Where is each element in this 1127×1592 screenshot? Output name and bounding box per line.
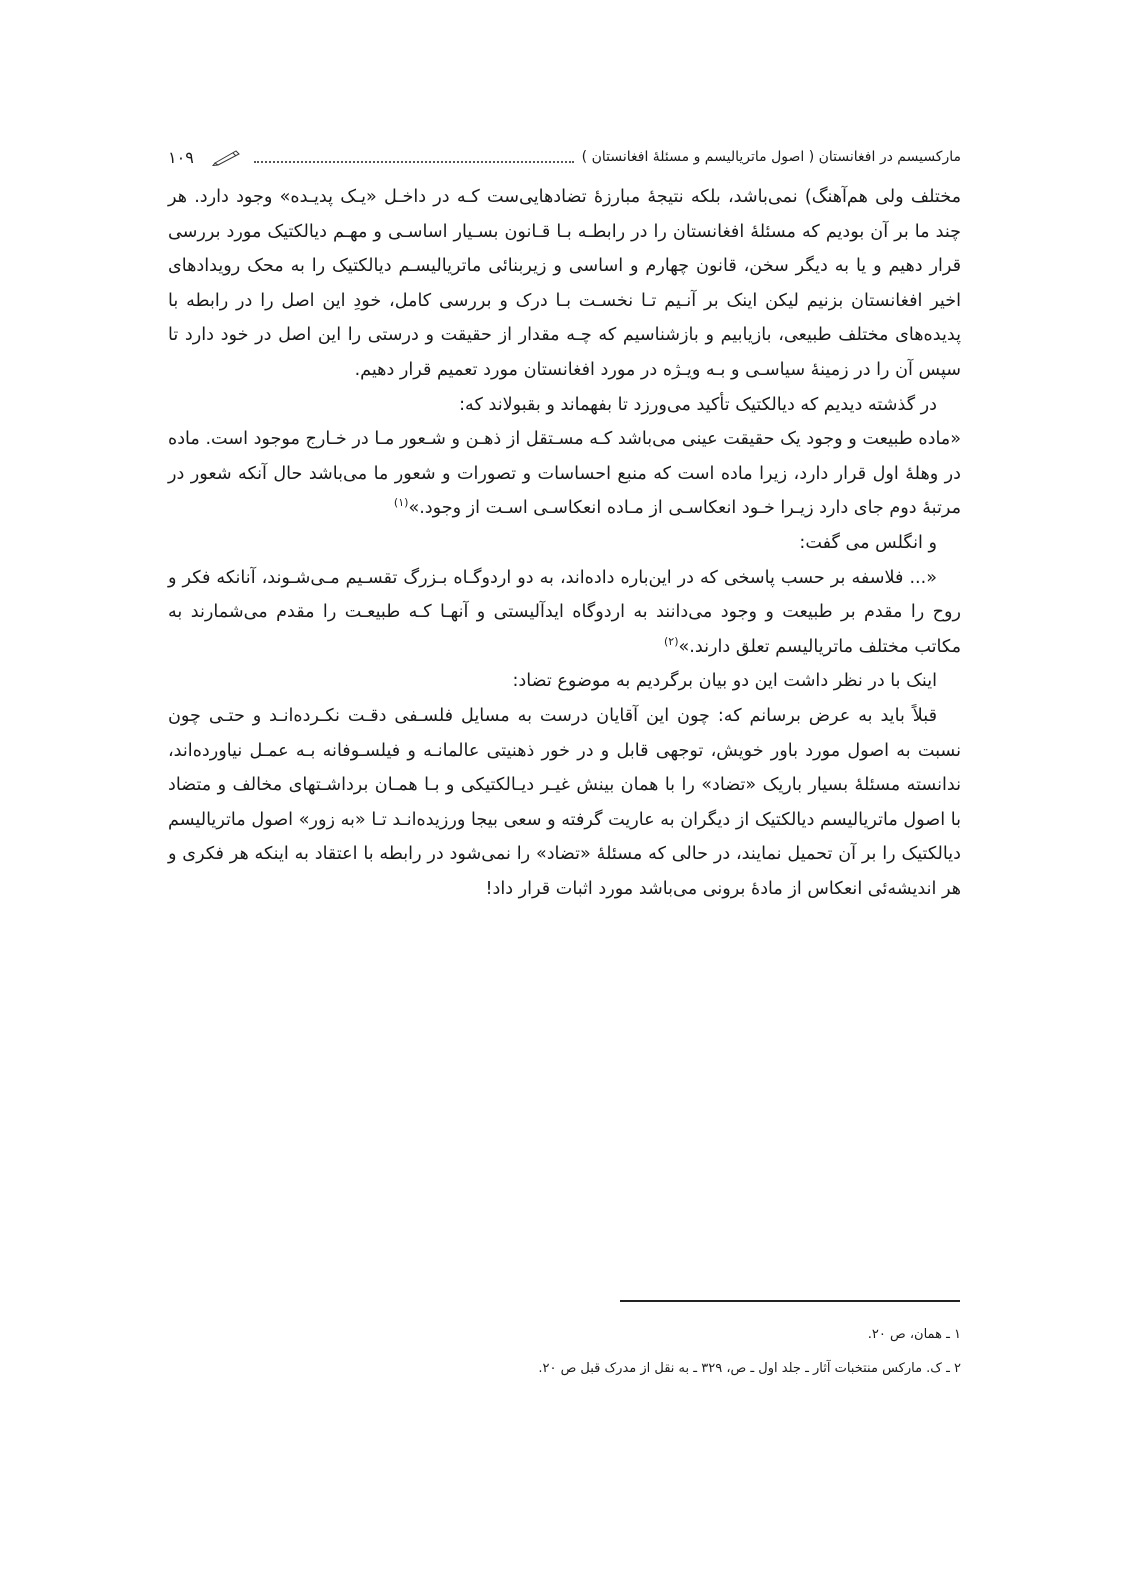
quotation-text: «ماده طبیعت و وجود یک حقیقت عینی می‌باشد کـه مسـتقل از ذهـن و شـعور مـا در خـارج موجود است. ماده در وهلۀ اول قرار دارد، زیرا ماده است که منبع احساسات و تصورات و شعور ما می‌باشد حال آنکه شعور در مرتبۀ دوم جای دارد زیـرا خـود انعکاسـی از مـاده انعکاسـی اسـت از وجود.» xyxy=(168,429,961,519)
running-header xyxy=(168,142,961,172)
quotation-engels xyxy=(168,561,961,665)
header-dot-leader xyxy=(254,151,574,163)
paragraph: در گذشته دیدیم که دیالکتیک تأکید می‌ورزد تا بفهماند و بقبولاند که: xyxy=(459,394,937,415)
footnotes xyxy=(168,1318,961,1386)
quotation-marx xyxy=(168,422,961,526)
page-number: ۱۰۹ xyxy=(168,147,194,167)
paragraph: اینک با در نظر داشت این دو بیان برگردیم به موضوع تضاد: xyxy=(512,671,937,692)
quotation-text: «... فلاسفه بر حسب پاسخی که در این‌باره داده‌اند، به دو اردوگـاه بـزرگ تقسـیم مـی‌شـوند، آنانکه فکر و روح را مقدم بر طبیعت و وجود می‌دانند به اردوگاه ایدآلیستی و آنهـا کـه طبیعـت را مقدم می‌شمارند به مکاتب مختلف ماتریالیسم تعلق دارند.» xyxy=(168,567,961,657)
footnote-marker: (۱) xyxy=(393,496,409,510)
footnote-marker: (۲) xyxy=(664,634,679,648)
footnote-divider xyxy=(620,1300,960,1302)
paragraph: قبلاً باید به عرض برسانم که: چون این آقایان درست به مسایل فلسـفی دقـت نکـرده‌انـد و حتـی چون نسبت به اصول مورد باور خویش، توجهی قابل و در خور ذهنیتی عالمانـه و فیلسـوفانه بـه عمـل نیاورده‌اند، ندانسته مسئلۀ بسیار باریک «تضاد» را با همان بینش غیـر دیـالکتیکی و بـا همـان برداشـتهای مخالف و متضاد با اصول ماتریالیسم دیالکتیک از دیگران به عاریت گرفته و سعی بیجا ورزیده‌انـد تـا «به زور» اصول ماتریالیسم دیالکتیک را بر آن تحمیل نمایند، در حالی که مسئلۀ «تضاد» را نمی‌شود در رابطه با اعتقاد به اینکه هر فکری و هر اندیشه‌ئی انعکاس از مادۀ برونی می‌باشد مورد اثبات قرار داد! xyxy=(168,705,961,899)
paragraph: مختلف ولی هم‌آهنگ) نمی‌باشد، بلکه نتیجۀ مبارزۀ تضادهایی‌ست کـه در داخـل «یـک پدیـده» وجود دارد. هر چند ما بر آن بودیم که مسئلۀ افغانستان را در رابطـه بـا قـانون بسـیار اساسـی و مهـم دیالکتیک مورد بررسی قرار دهیم و یا به دیگر سخن، قانون چهارم و اساسی و زیربنائی ماتریالیسـم دیالکتیک را به محک رویدادهای اخیر افغانستان بزنیم لیکن اینک بر آنـیم تـا نخسـت بـا درک و بررسی کامل، خودِ این اصل را در رابطه با پدیده‌های مختلف طبیعی، بازیابیم و بازشناسیم که چـه مقدار از حقیقت و درستی را این اصل در خود دارد تا سپس آن را در زمینۀ سیاسـی و بـه ویـژه در مورد افغانستان مورد تعمیم قرار دهیم. xyxy=(168,187,961,380)
pen-icon xyxy=(212,148,242,166)
body-text xyxy=(168,180,961,906)
header-title: مارکسیسم در افغانستان ( اصول ماتریالیسم و مسئلۀ افغانستان ) xyxy=(581,149,961,165)
footnote: ۱ ـ همان، ص ۲۰. xyxy=(867,1327,961,1342)
paragraph: و انگلس می گفت: xyxy=(799,532,937,553)
footnote: ۲ ـ ک. مارکس منتخبات آثار ـ جلد اول ـ ص، ۳۲۹ ـ به نقل از مدرک قبل ص ۲۰. xyxy=(538,1361,961,1376)
